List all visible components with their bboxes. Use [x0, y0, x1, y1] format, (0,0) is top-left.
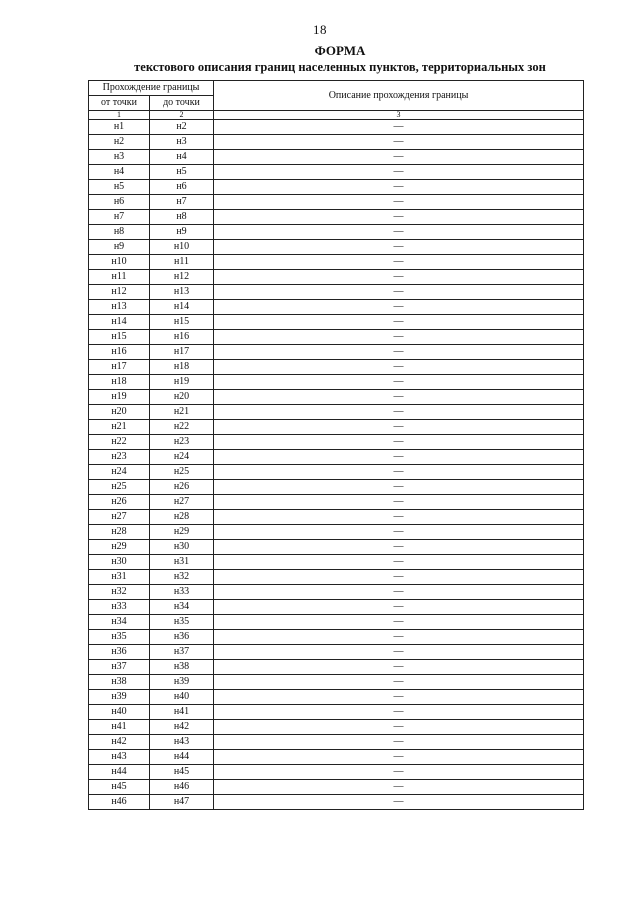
description-cell — [214, 300, 584, 315]
description-cell — [214, 150, 584, 165]
description-cell — [214, 255, 584, 270]
table-row — [89, 525, 584, 540]
from-point-cell: н20 — [89, 405, 150, 420]
description-cell — [214, 690, 584, 705]
header-to-point: до точки — [150, 96, 214, 111]
description-cell — [214, 270, 584, 285]
table-row — [89, 270, 584, 285]
table-row — [89, 615, 584, 630]
to-point-cell: н25 — [150, 465, 214, 480]
table-row — [89, 450, 584, 465]
to-point-cell: н42 — [150, 720, 214, 735]
from-point-cell: н17 — [89, 360, 150, 375]
description-cell — [214, 165, 584, 180]
description-text: — — [393, 556, 404, 567]
table-row — [89, 780, 584, 795]
to-point-cell: н23 — [150, 435, 214, 450]
description-text: — — [393, 691, 404, 702]
description-cell — [214, 525, 584, 540]
from-point-cell: н34 — [89, 615, 150, 630]
table-row — [89, 510, 584, 525]
description-text: — — [393, 571, 404, 582]
description-text: — — [393, 121, 404, 132]
table-row — [89, 420, 584, 435]
to-point-cell: н9 — [150, 225, 214, 240]
column-number-1: 1 — [89, 111, 150, 120]
description-cell — [214, 585, 584, 600]
table-row — [89, 585, 584, 600]
description-text: — — [393, 766, 404, 777]
to-point-cell: н27 — [150, 495, 214, 510]
description-cell — [214, 600, 584, 615]
to-point-cell: н6 — [150, 180, 214, 195]
table-row — [89, 360, 584, 375]
to-point-cell: н26 — [150, 480, 214, 495]
to-point-cell: н29 — [150, 525, 214, 540]
description-cell — [214, 210, 584, 225]
from-point-cell: н19 — [89, 390, 150, 405]
description-cell — [214, 570, 584, 585]
from-point-cell: н5 — [89, 180, 150, 195]
to-point-cell: н7 — [150, 195, 214, 210]
to-point-cell: н15 — [150, 315, 214, 330]
table-row — [89, 705, 584, 720]
table-row — [89, 480, 584, 495]
description-cell — [214, 795, 584, 810]
description-text: — — [393, 436, 404, 447]
description-cell — [214, 675, 584, 690]
description-cell — [214, 240, 584, 255]
table-row — [89, 315, 584, 330]
description-text: — — [393, 706, 404, 717]
from-point-cell: н33 — [89, 600, 150, 615]
to-point-cell: н46 — [150, 780, 214, 795]
from-point-cell: н6 — [89, 195, 150, 210]
description-text: — — [393, 151, 404, 162]
table-row — [89, 675, 584, 690]
from-point-cell: н21 — [89, 420, 150, 435]
description-cell — [214, 330, 584, 345]
boundary-table — [88, 80, 584, 810]
description-cell — [214, 720, 584, 735]
table-row — [89, 330, 584, 345]
description-cell — [214, 135, 584, 150]
description-text: — — [393, 181, 404, 192]
description-text: — — [393, 511, 404, 522]
from-point-cell: н13 — [89, 300, 150, 315]
description-cell — [214, 645, 584, 660]
to-point-cell: н47 — [150, 795, 214, 810]
description-text: — — [393, 481, 404, 492]
table-row — [89, 255, 584, 270]
from-point-cell: н11 — [89, 270, 150, 285]
description-cell — [214, 360, 584, 375]
description-text: — — [393, 781, 404, 792]
description-cell — [214, 555, 584, 570]
from-point-cell: н39 — [89, 690, 150, 705]
description-text: — — [393, 496, 404, 507]
table-row — [89, 630, 584, 645]
table-row — [89, 210, 584, 225]
to-point-cell: н43 — [150, 735, 214, 750]
description-cell — [214, 615, 584, 630]
table-row — [89, 795, 584, 810]
description-cell — [214, 495, 584, 510]
from-point-cell: н18 — [89, 375, 150, 390]
table-row — [89, 750, 584, 765]
to-point-cell: н22 — [150, 420, 214, 435]
description-text: — — [393, 346, 404, 357]
from-point-cell: н22 — [89, 435, 150, 450]
description-cell — [214, 660, 584, 675]
to-point-cell: н11 — [150, 255, 214, 270]
from-point-cell: н25 — [89, 480, 150, 495]
from-point-cell: н2 — [89, 135, 150, 150]
description-cell — [214, 195, 584, 210]
from-point-cell: н23 — [89, 450, 150, 465]
from-point-cell: н40 — [89, 705, 150, 720]
description-cell — [214, 735, 584, 750]
from-point-cell: н29 — [89, 540, 150, 555]
form-subtitle: текстового описания границ населенных пунктов, территориальных зон — [134, 60, 546, 74]
table-row — [89, 300, 584, 315]
table-row — [89, 735, 584, 750]
description-text: — — [393, 286, 404, 297]
to-point-cell: н28 — [150, 510, 214, 525]
table-row — [89, 600, 584, 615]
description-text: — — [393, 361, 404, 372]
description-cell — [214, 780, 584, 795]
from-point-cell: н43 — [89, 750, 150, 765]
to-point-cell: н44 — [150, 750, 214, 765]
description-cell — [214, 480, 584, 495]
table-body — [89, 120, 584, 810]
to-point-cell: н18 — [150, 360, 214, 375]
to-point-cell: н38 — [150, 660, 214, 675]
from-point-cell: н24 — [89, 465, 150, 480]
description-cell — [214, 450, 584, 465]
description-cell — [214, 390, 584, 405]
table-row — [89, 405, 584, 420]
to-point-cell: н17 — [150, 345, 214, 360]
header-from-point: от точки — [89, 96, 150, 111]
description-text: — — [393, 466, 404, 477]
to-point-cell: н3 — [150, 135, 214, 150]
table-row — [89, 135, 584, 150]
description-text: — — [393, 661, 404, 672]
description-cell — [214, 435, 584, 450]
from-point-cell: н45 — [89, 780, 150, 795]
table-row — [89, 345, 584, 360]
from-point-cell: н16 — [89, 345, 150, 360]
column-number-2: 2 — [150, 111, 214, 120]
to-point-cell: н32 — [150, 570, 214, 585]
from-point-cell: н28 — [89, 525, 150, 540]
from-point-cell: н30 — [89, 555, 150, 570]
table-row — [89, 150, 584, 165]
description-cell — [214, 345, 584, 360]
description-text: — — [393, 406, 404, 417]
from-point-cell: н31 — [89, 570, 150, 585]
description-cell — [214, 465, 584, 480]
table-row — [89, 495, 584, 510]
description-cell — [214, 405, 584, 420]
description-text: — — [393, 646, 404, 657]
description-text: — — [393, 331, 404, 342]
from-point-cell: н42 — [89, 735, 150, 750]
description-text: — — [393, 391, 404, 402]
description-text: — — [393, 166, 404, 177]
to-point-cell: н34 — [150, 600, 214, 615]
description-cell — [214, 510, 584, 525]
description-text: — — [393, 751, 404, 762]
to-point-cell: н33 — [150, 585, 214, 600]
table-row — [89, 765, 584, 780]
description-text: — — [393, 421, 404, 432]
description-cell — [214, 750, 584, 765]
description-cell — [214, 705, 584, 720]
table-header — [89, 81, 584, 120]
description-text: — — [393, 601, 404, 612]
to-point-cell: н12 — [150, 270, 214, 285]
description-cell — [214, 630, 584, 645]
table-row — [89, 555, 584, 570]
description-text: — — [393, 226, 404, 237]
to-point-cell: н37 — [150, 645, 214, 660]
to-point-cell: н45 — [150, 765, 214, 780]
to-point-cell: н20 — [150, 390, 214, 405]
header-description: Описание прохождения границы — [214, 81, 584, 111]
description-text: — — [393, 376, 404, 387]
table-row — [89, 465, 584, 480]
description-text: — — [393, 316, 404, 327]
from-point-cell: н8 — [89, 225, 150, 240]
from-point-cell: н10 — [89, 255, 150, 270]
description-cell — [214, 315, 584, 330]
to-point-cell: н24 — [150, 450, 214, 465]
to-point-cell: н4 — [150, 150, 214, 165]
from-point-cell: н15 — [89, 330, 150, 345]
to-point-cell: н36 — [150, 630, 214, 645]
table-row — [89, 660, 584, 675]
from-point-cell: н46 — [89, 795, 150, 810]
to-point-cell: н10 — [150, 240, 214, 255]
description-text: — — [393, 136, 404, 147]
table-row — [89, 195, 584, 210]
to-point-cell: н35 — [150, 615, 214, 630]
table-row — [89, 165, 584, 180]
to-point-cell: н31 — [150, 555, 214, 570]
from-point-cell: н7 — [89, 210, 150, 225]
from-point-cell: н12 — [89, 285, 150, 300]
description-cell — [214, 225, 584, 240]
from-point-cell: н35 — [89, 630, 150, 645]
description-cell — [214, 285, 584, 300]
description-cell — [214, 540, 584, 555]
description-cell — [214, 375, 584, 390]
from-point-cell: н3 — [89, 150, 150, 165]
from-point-cell: н32 — [89, 585, 150, 600]
to-point-cell: н2 — [150, 120, 214, 135]
table-row — [89, 645, 584, 660]
form-title: ФОРМА — [314, 43, 366, 58]
from-point-cell: н27 — [89, 510, 150, 525]
to-point-cell: н40 — [150, 690, 214, 705]
from-point-cell: н1 — [89, 120, 150, 135]
description-cell — [214, 420, 584, 435]
from-point-cell: н26 — [89, 495, 150, 510]
from-point-cell: н14 — [89, 315, 150, 330]
to-point-cell: н41 — [150, 705, 214, 720]
column-number-3: 3 — [214, 111, 584, 120]
table-row — [89, 240, 584, 255]
to-point-cell: н21 — [150, 405, 214, 420]
table-row — [89, 180, 584, 195]
description-cell — [214, 120, 584, 135]
from-point-cell: н41 — [89, 720, 150, 735]
from-point-cell: н36 — [89, 645, 150, 660]
to-point-cell: н8 — [150, 210, 214, 225]
description-text: — — [393, 256, 404, 267]
to-point-cell: н39 — [150, 675, 214, 690]
from-point-cell: н9 — [89, 240, 150, 255]
description-text: — — [393, 451, 404, 462]
description-text: — — [393, 736, 404, 747]
description-text: — — [393, 586, 404, 597]
description-text: — — [393, 676, 404, 687]
table-row — [89, 285, 584, 300]
table-row — [89, 435, 584, 450]
from-point-cell: н37 — [89, 660, 150, 675]
to-point-cell: н14 — [150, 300, 214, 315]
description-text: — — [393, 211, 404, 222]
to-point-cell: н13 — [150, 285, 214, 300]
from-point-cell: н44 — [89, 765, 150, 780]
to-point-cell: н16 — [150, 330, 214, 345]
description-text: — — [393, 241, 404, 252]
description-cell — [214, 180, 584, 195]
description-text: — — [393, 631, 404, 642]
table-row — [89, 390, 584, 405]
description-text: — — [393, 271, 404, 282]
description-text: — — [393, 616, 404, 627]
description-cell — [214, 765, 584, 780]
table-row — [89, 690, 584, 705]
to-point-cell: н30 — [150, 540, 214, 555]
description-text: — — [393, 526, 404, 537]
from-point-cell: н38 — [89, 675, 150, 690]
page-number: 18 — [313, 22, 327, 37]
description-text: — — [393, 301, 404, 312]
table-row — [89, 225, 584, 240]
header-boundary-group: Прохождение границы — [89, 81, 214, 96]
to-point-cell: н19 — [150, 375, 214, 390]
table-row — [89, 570, 584, 585]
table-row — [89, 720, 584, 735]
from-point-cell: н4 — [89, 165, 150, 180]
table-row — [89, 120, 584, 135]
table-row — [89, 375, 584, 390]
description-text: — — [393, 196, 404, 207]
description-text: — — [393, 541, 404, 552]
to-point-cell: н5 — [150, 165, 214, 180]
table-row — [89, 540, 584, 555]
description-text: — — [393, 796, 404, 807]
description-text: — — [393, 721, 404, 732]
